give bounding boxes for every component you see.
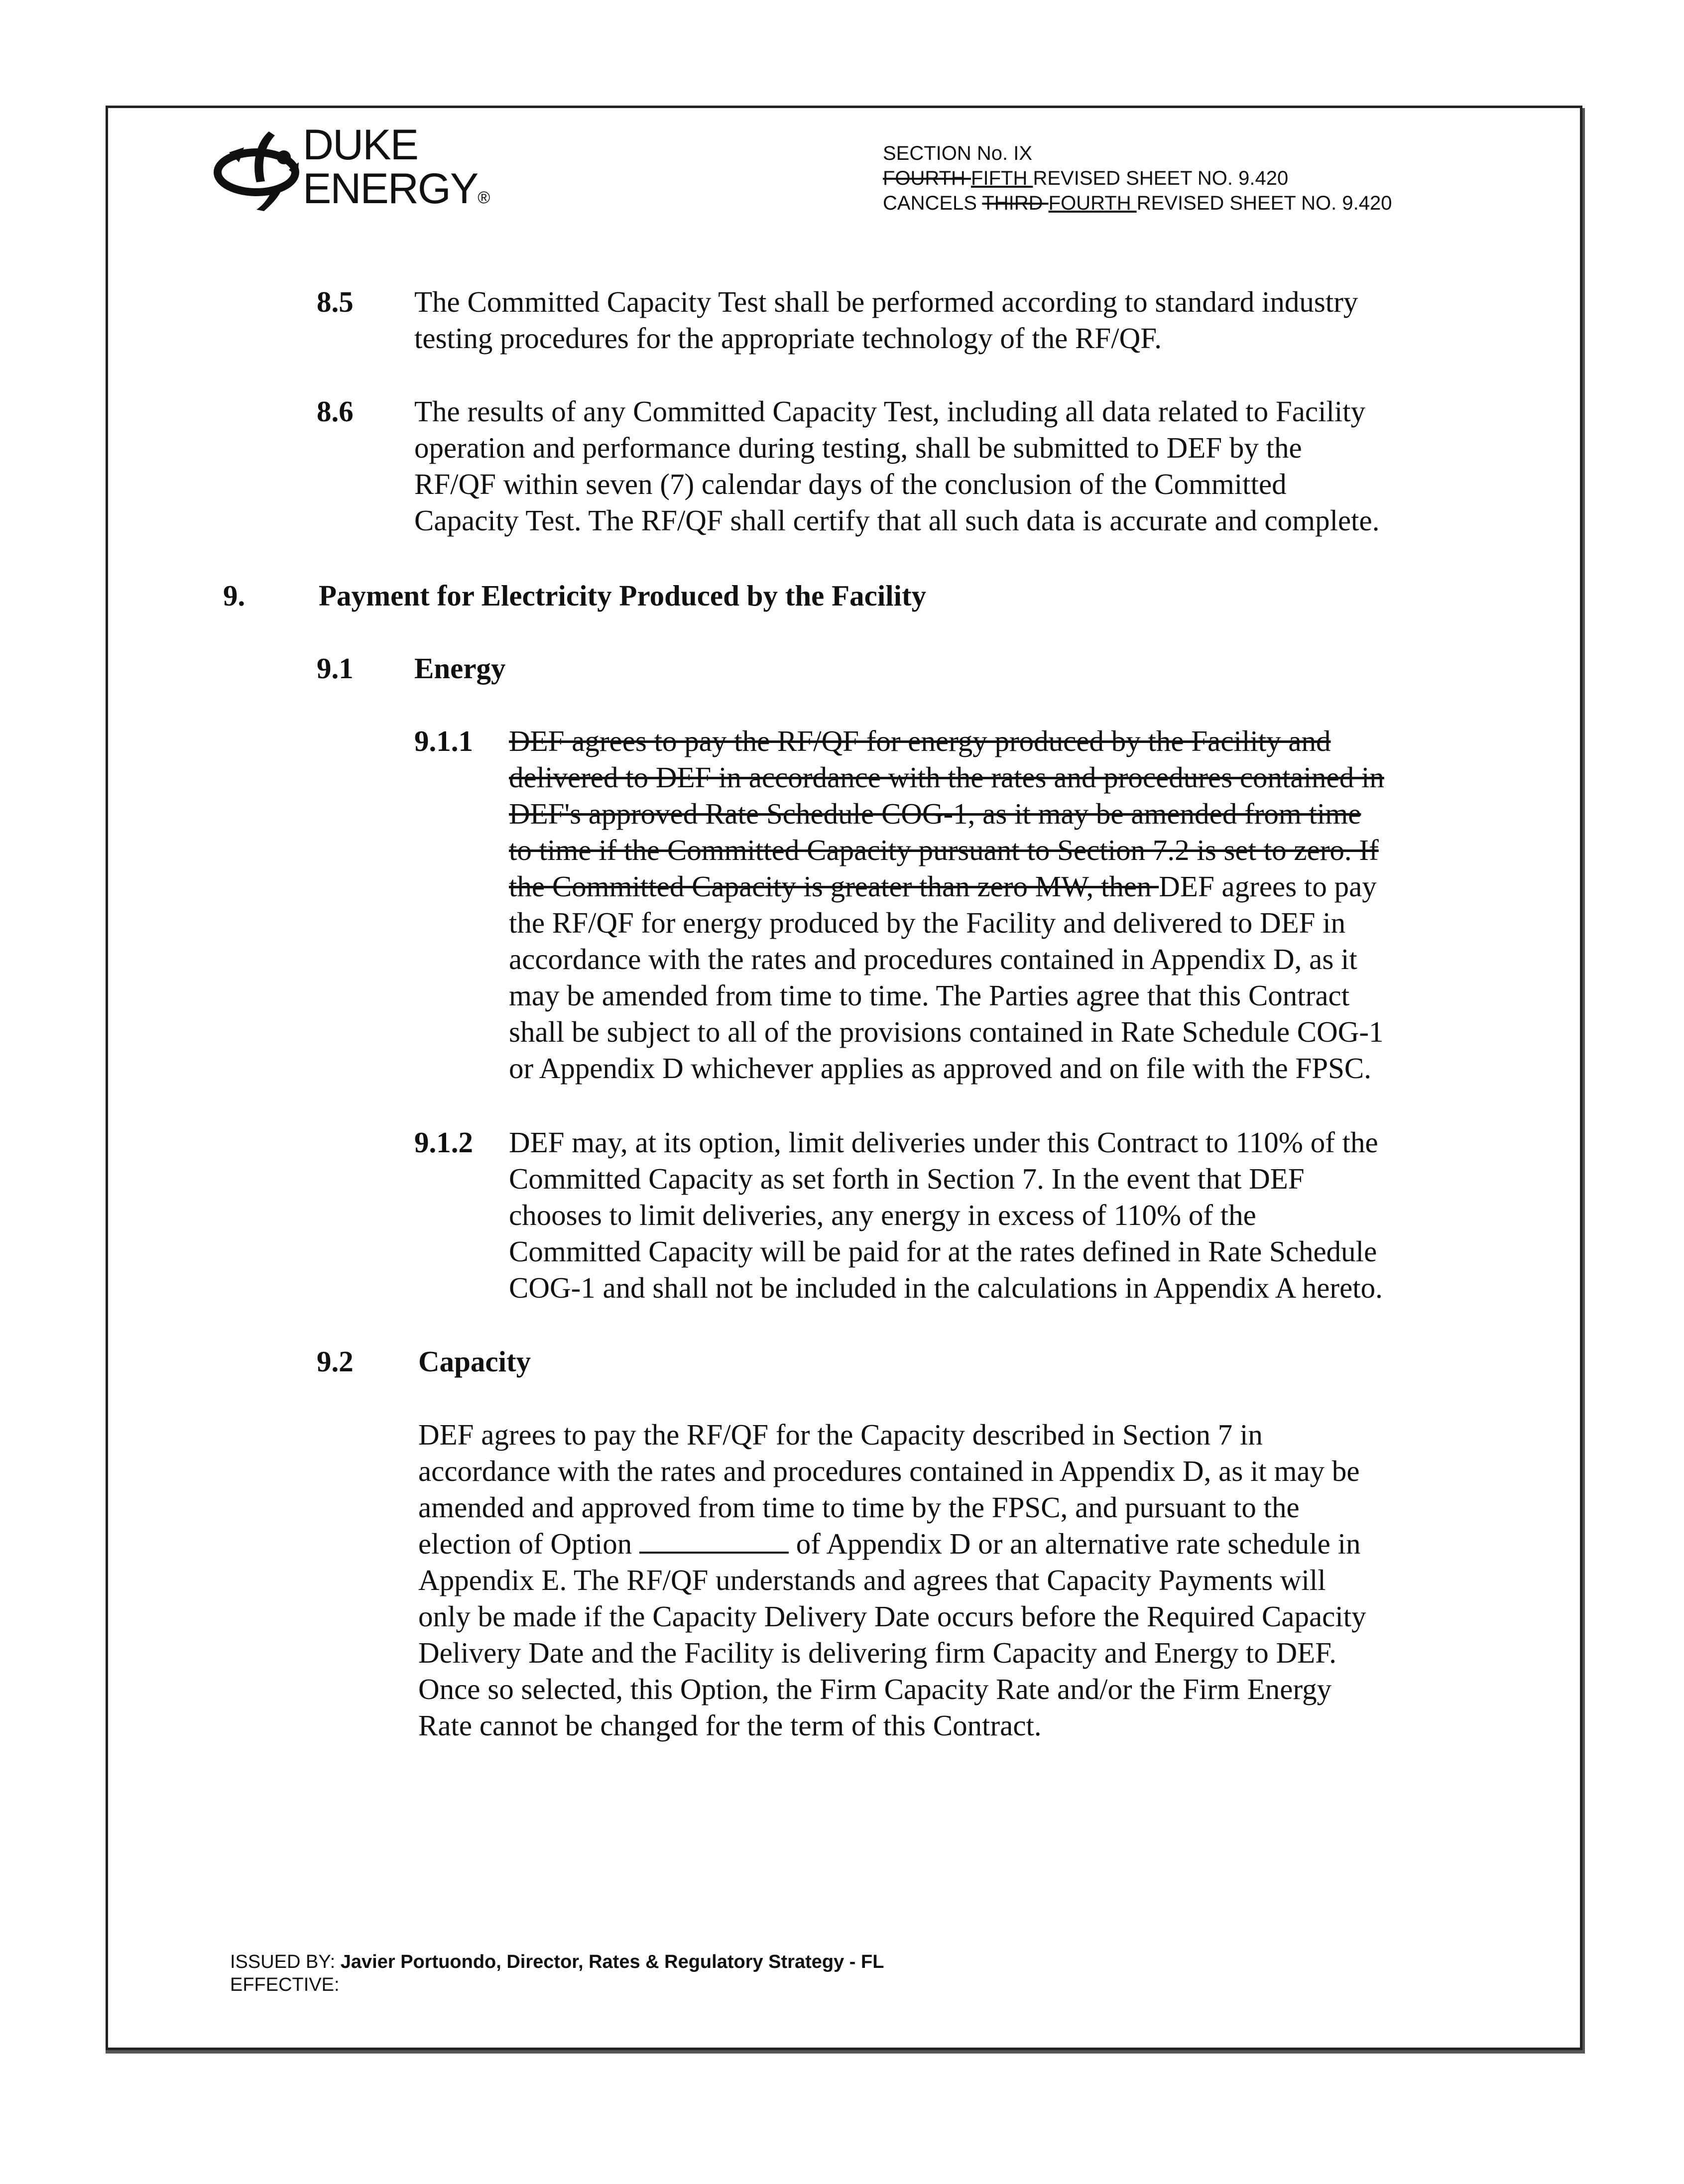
sheet-reference [883,141,1392,216]
struck-line: delivered to DEF in accordance with the rates and procedures contained in [509,761,1384,794]
struck-text: THIRD [982,192,1049,214]
revised-sheet-line [883,166,1392,191]
inserted-text: FOURTH [1048,192,1137,214]
option-blank-field[interactable] [639,1526,789,1554]
section-8-6-number: 8.6 [317,395,354,428]
issued-by-value: Javier Portuondo, Director, Rates & Regulatory Strategy - FL [340,1951,884,1972]
section-8-5-text [414,284,1453,357]
text-line: Once so selected, this Option, the Firm Capacity Rate and/or the Firm Energy [418,1673,1332,1705]
text-line: Committed Capacity will be paid for at the rates defined in Rate Schedule [509,1235,1377,1268]
text-line: The results of any Committed Capacity Test, including all data related to Facility [414,395,1366,428]
logo-line-energy: ENERGY [303,165,478,213]
inserted-text: FIFTH [971,167,1033,189]
section-8-6-text [414,393,1453,539]
text-fragment: DEF agrees to pay [1159,870,1377,903]
section-9-1-title: Energy [414,652,506,685]
text-line: Appendix E. The RF/QF understands and agrees that Capacity Payments will [418,1564,1326,1596]
section-9-1-2-text [509,1124,1453,1306]
text-line: chooses to limit deliveries, any energy in excess of 110% of the [509,1199,1256,1231]
section-9-2-title: Capacity [418,1345,531,1378]
struck-text: the Committed Capacity is greater than zero MW, then [509,870,1159,903]
issued-by-line [230,1950,884,1973]
text-line: Committed Capacity as set forth in Section 7. In the event that DEF [509,1162,1305,1195]
struck-text: FOURTH [883,167,971,189]
text-line: RF/QF within seven (7) calendar days of the conclusion of the Committed [414,468,1287,500]
text-line: Delivery Date and the Facility is delivering firm Capacity and Energy to DEF. [418,1636,1337,1669]
text-fragment: election of Option [418,1527,640,1560]
effective-label: EFFECTIVE: [230,1974,340,1995]
text-line: accordance with the rates and procedures contained in Appendix D, as it [509,943,1357,975]
struck-line: to time if the Committed Capacity pursuant to Section 7.2 is set to zero. If [509,834,1379,866]
text-line: or Appendix D whichever applies as approved and on file with the FPSC. [509,1052,1372,1085]
section-9-1-1-text [509,723,1453,1087]
struck-line: DEF agrees to pay the RF/QF for energy produced by the Facility and [509,725,1331,757]
section-9-2-number: 9.2 [317,1345,354,1378]
section-9-1-1-number: 9.1.1 [414,725,473,757]
section-8-5-number: 8.5 [317,285,354,318]
text-line: DEF may, at its option, limit deliveries under this Contract to 110% of the [509,1126,1378,1159]
text-line: testing procedures for the appropriate technology of the RF/QF. [414,322,1162,355]
text-line: Capacity Test. The RF/QF shall certify that all such data is accurate and complete. [414,504,1380,537]
cancels-sheet-number-text: REVISED SHEET NO. 9.420 [1136,192,1392,214]
text-line: Rate cannot be changed for the term of this Contract. [418,1709,1042,1742]
struck-line: DEF's approved Rate Schedule COG-1, as it may be amended from time [509,797,1361,830]
page-border-shadow-bottom [106,2050,1585,2054]
cancels-sheet-line [883,191,1392,216]
text-fragment: of Appendix D or an alternative rate schedule in [789,1527,1361,1560]
text-line: may be amended from time to time. The Parties agree that this Contract [509,979,1350,1012]
section-9-2-text [418,1417,1453,1744]
text-line: only be made if the Capacity Delivery Date occurs before the Required Capacity [418,1600,1366,1633]
text-line: the RF/QF for energy produced by the Facility and delivered to DEF in [509,906,1346,939]
text-line: operation and performance during testing, shall be submitted to DEF by the [414,431,1302,464]
logo-line-duke: DUKE [303,121,418,169]
text-line: amended and approved from time to time by the FPSC, and pursuant to the [418,1491,1300,1524]
text-line: shall be subject to all of the provisions contained in Rate Schedule COG-1 [509,1015,1384,1048]
page-border-shadow-right [1582,108,1585,2054]
logo-wordmark [303,123,489,211]
sheet-number-text: REVISED SHEET NO. 9.420 [1033,167,1289,189]
section-9-1-number: 9.1 [317,652,354,685]
text-line: COG-1 and shall not be included in the calculations in Appendix A hereto. [509,1271,1383,1304]
issued-by-label: ISSUED BY: [230,1951,341,1972]
issued-footer [230,1950,884,1996]
option-line [418,1526,1453,1562]
cancels-label: CANCELS [883,192,982,214]
text-line: The Committed Capacity Test shall be performed according to standard industry [414,285,1358,318]
text-line: accordance with the rates and procedures contained in Appendix D, as it may be [418,1455,1360,1487]
mixed-line [509,868,1453,905]
text-line: DEF agrees to pay the RF/QF for the Capacity described in Section 7 in [418,1418,1263,1451]
section-9-number: 9. [223,579,245,612]
section-9-1-2-number: 9.1.2 [414,1126,473,1159]
section-9-title: Payment for Electricity Produced by the Facility [319,579,927,612]
section-number: SECTION No. IX [883,142,1033,164]
registered-mark: ® [478,188,489,207]
